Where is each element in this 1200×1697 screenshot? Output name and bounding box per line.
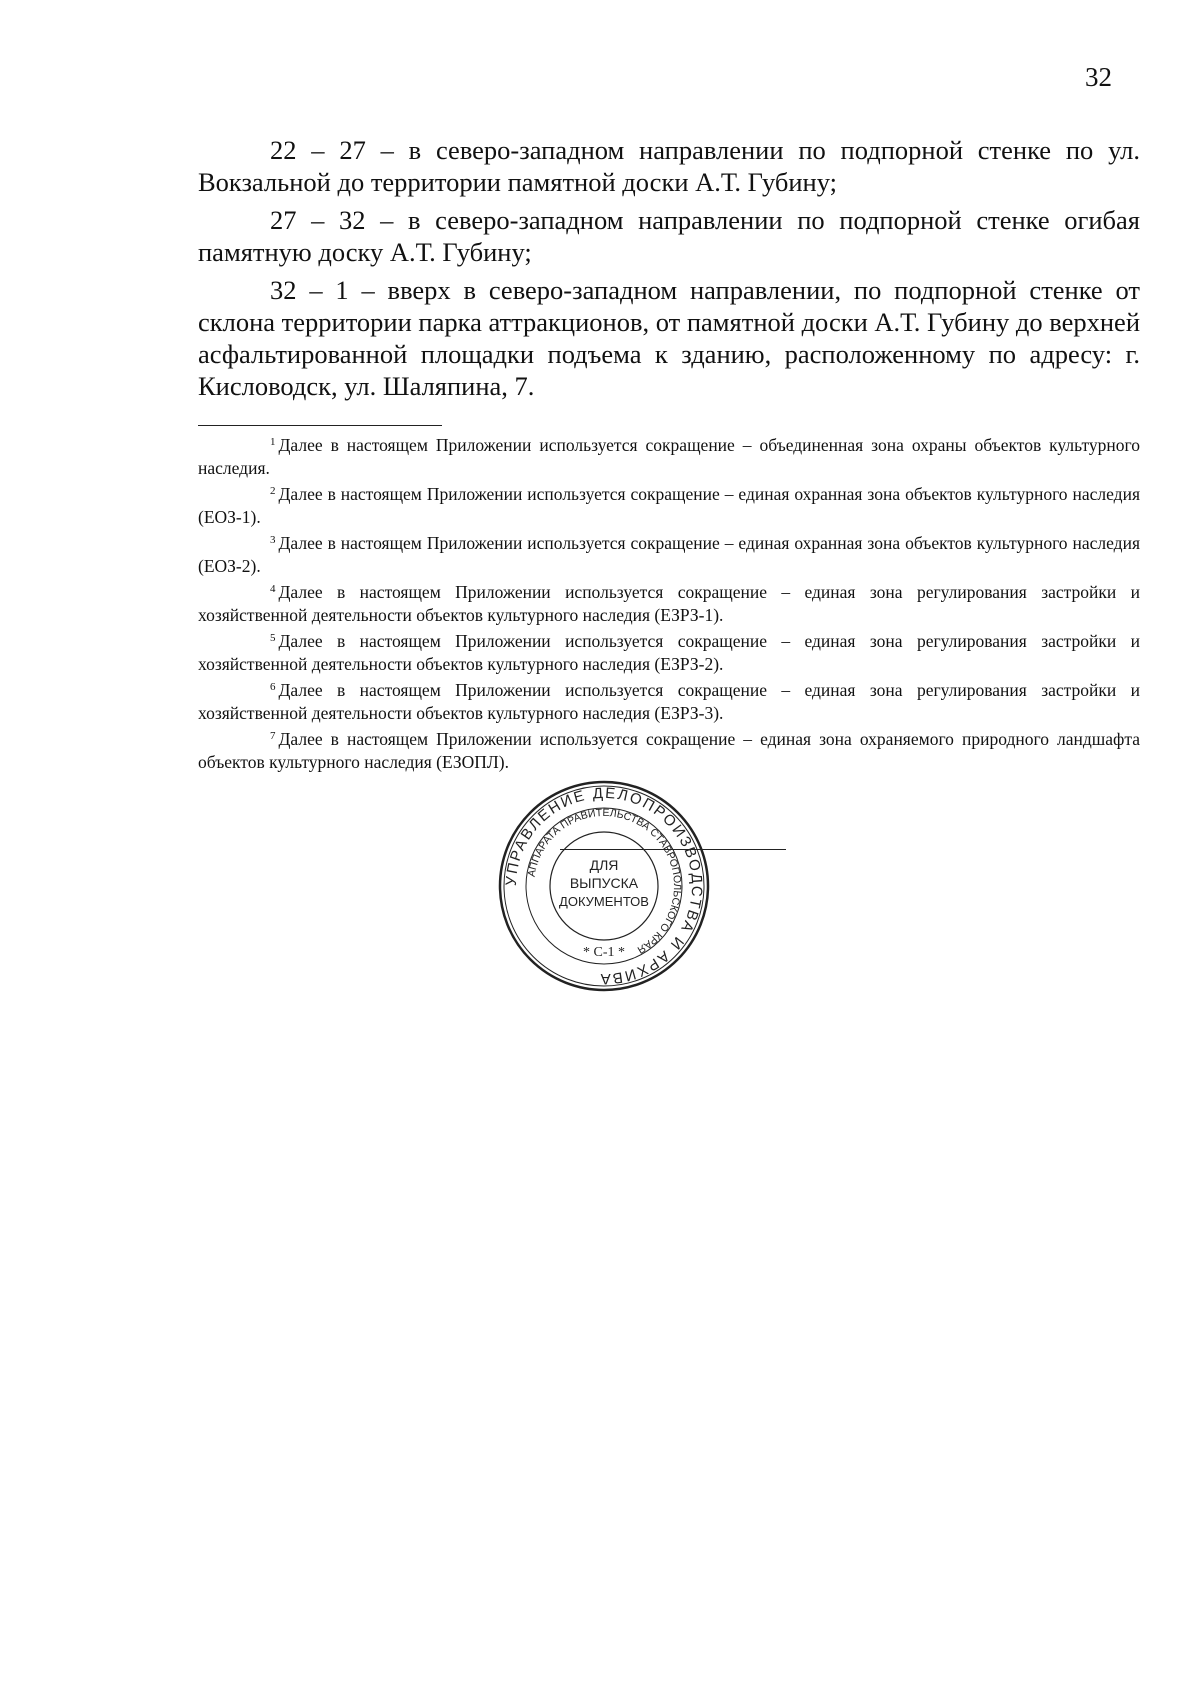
footnote-number: 3 bbox=[270, 534, 276, 546]
stamp-seal bbox=[496, 778, 712, 994]
page-number: 32 bbox=[1085, 62, 1112, 92]
stamp-center-line: ДОКУМЕНТОВ bbox=[559, 894, 649, 909]
paragraph: 27 – 32 – в северо-западном направлении по подпорной стенке огибая памятную доску А.Т. Губину; bbox=[198, 205, 1140, 267]
footnote bbox=[198, 431, 1140, 480]
stamp-center-line: ВЫПУСКА bbox=[569, 875, 639, 891]
footnote-text: Далее в настоящем Приложении используется сокращение – единая охранная зона объектов культурного наследия (ЕОЗ-1). bbox=[198, 484, 1140, 527]
footnote bbox=[198, 627, 1140, 676]
footnote bbox=[198, 529, 1140, 578]
main-text bbox=[198, 134, 1140, 408]
footnote bbox=[198, 676, 1140, 725]
paragraph: 22 – 27 – в северо-западном направлении по подпорной стенке по ул. Вокзальной до территории памятной доски А.Т. Губину; bbox=[198, 135, 1140, 197]
footnote-text: Далее в настоящем Приложении используется сокращение – объединенная зона охраны объектов культурного наследия. bbox=[198, 435, 1140, 478]
footnote-separator bbox=[198, 425, 442, 426]
footnote-text: Далее в настоящем Приложении используется сокращение – единая охранная зона объектов культурного наследия (ЕОЗ-2). bbox=[198, 533, 1140, 576]
footnote-number: 5 bbox=[270, 632, 276, 644]
footnote-number: 2 bbox=[270, 485, 276, 497]
footnote bbox=[198, 480, 1140, 529]
footnote-number: 4 bbox=[270, 583, 276, 595]
footnote-text: Далее в настоящем Приложении используется сокращение – единая зона регулирования застройки и хозяйственной деятельности объектов культурного наследия (ЕЗРЗ-3). bbox=[198, 680, 1140, 723]
footnote-number: 6 bbox=[270, 681, 276, 693]
stamp-center-line: ДЛЯ bbox=[589, 857, 619, 873]
footnote-text: Далее в настоящем Приложении используется сокращение – единая зона регулирования застройки и хозяйственной деятельности объектов культурного наследия (ЕЗРЗ-2). bbox=[198, 631, 1140, 674]
stamp-inner-text: АППАРАТА ПРАВИТЕЛЬСТВА СТАВРОПОЛЬСКОГО КРАЯ bbox=[525, 806, 684, 956]
footnote bbox=[198, 725, 1140, 774]
footnote-text: Далее в настоящем Приложении используется сокращение – единая зона регулирования застройки и хозяйственной деятельности объектов культурного наследия (ЕЗРЗ-1). bbox=[198, 582, 1140, 625]
official-stamp bbox=[496, 778, 712, 994]
footnote bbox=[198, 578, 1140, 627]
footnote-text: Далее в настоящем Приложении используется сокращение – единая зона охраняемого природного ландшафта объектов культурного наследия (ЕЗОПЛ). bbox=[198, 729, 1140, 772]
footnote-number: 7 bbox=[270, 730, 276, 742]
paragraph: 32 – 1 – вверх в северо-западном направлении, по подпорной стенке от склона территории парка аттракционов, от памятной доски А.Т. Губину до верхней асфальтированной площадки подъема к зданию, расположенному по адресу: г. Кисловодск, ул. Шаляпина, 7. bbox=[198, 275, 1140, 401]
footnote-number: 1 bbox=[270, 436, 276, 448]
stamp-outer-text: УПРАВЛЕНИЕ ДЕЛОПРОИЗВОДСТВА И АРХИВА bbox=[502, 784, 706, 988]
stamp-code: * С-1 * bbox=[583, 945, 625, 960]
footnotes bbox=[198, 431, 1140, 774]
